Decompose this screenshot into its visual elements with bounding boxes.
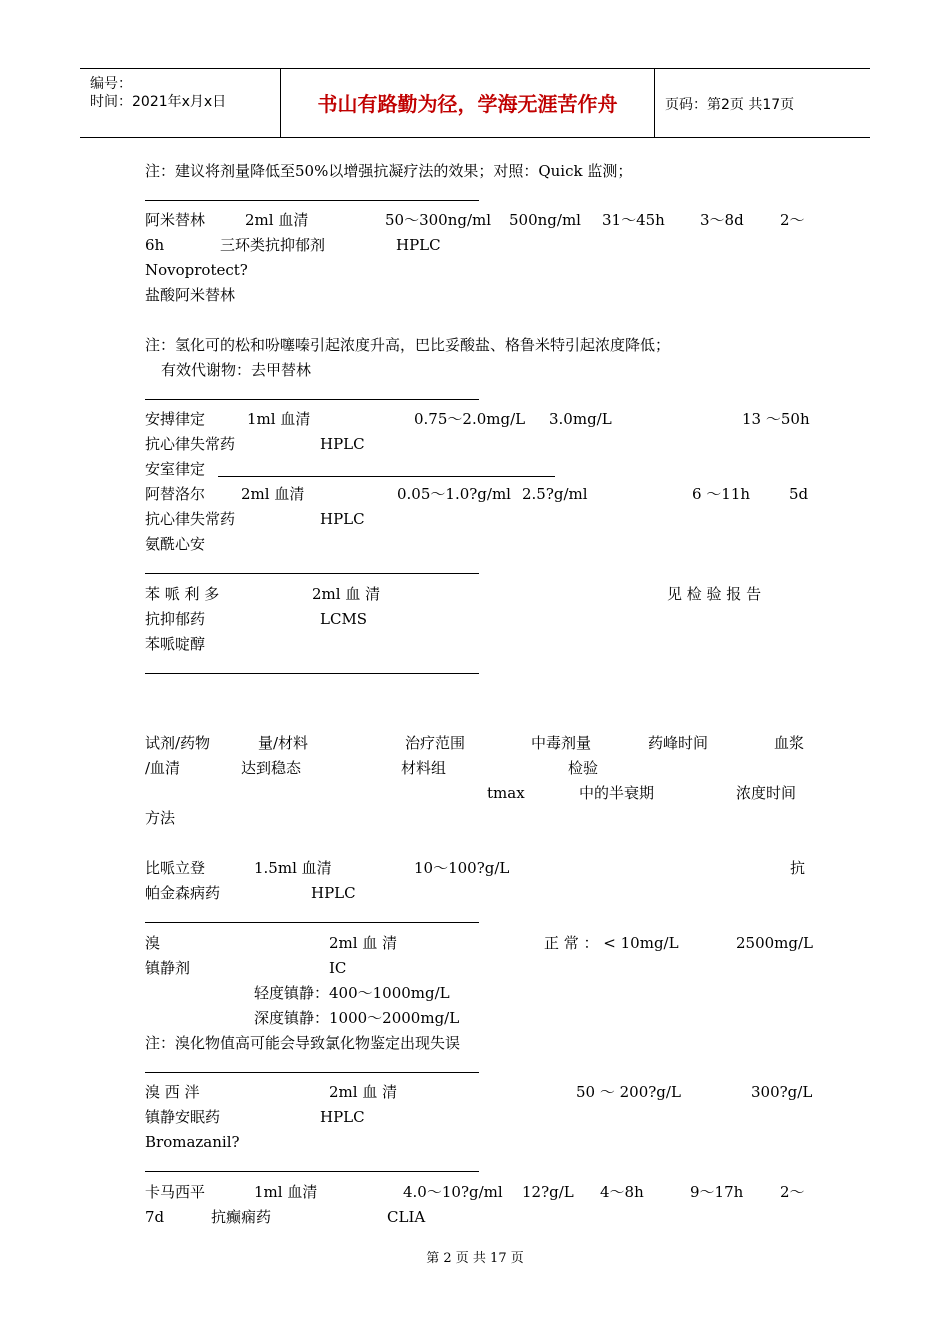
drug-group: 抗心律失常药 xyxy=(145,510,236,528)
material: 1ml 血清 xyxy=(247,410,311,428)
drug-group: 镇静安眠药 xyxy=(145,1108,221,1126)
divider xyxy=(145,200,479,201)
material: 1ml 血清 xyxy=(254,1183,318,1201)
range-detail: 轻度镇静：400～1000mg/L xyxy=(254,984,450,1002)
drug-group: 三环类抗抑郁剂 xyxy=(220,236,326,254)
drug-group: 抗癫痫药 xyxy=(211,1208,272,1226)
method: HPLC xyxy=(320,1108,365,1126)
note-metabolite: 有效代谢物：去甲替林 xyxy=(161,361,312,379)
drug-name: 阿米替林 xyxy=(145,211,206,229)
col-header: 中毒剂量 xyxy=(531,734,592,752)
page-footer: 第 2 页 共 17 页 xyxy=(426,1251,524,1266)
note-warfarin: 注：建议将剂量降低至50%以增强抗凝疗法的效果；对照：Quick 监测； xyxy=(145,162,633,180)
synonym: 苯哌啶醇 xyxy=(145,635,206,653)
tmax: 2～ xyxy=(780,211,805,229)
steady-state-cont: 7d xyxy=(145,1208,165,1226)
divider xyxy=(145,1072,479,1073)
material: 1.5ml 血清 xyxy=(254,859,332,877)
drug-name: 溴 西 泮 xyxy=(145,1083,200,1101)
col-header: /血清 xyxy=(145,759,181,777)
note-bromide: 注：溴化物值高可能会导致氯化物鉴定出现失误 xyxy=(145,1034,461,1052)
drug-group: 抗心律失常药 xyxy=(145,435,236,453)
steady-state: 5d xyxy=(789,485,809,503)
col-header: 达到稳态 xyxy=(241,759,302,777)
therapeutic-range: 4.0～10?g/ml xyxy=(403,1183,503,1201)
toxic-dose: 300?g/L xyxy=(751,1083,813,1101)
drug-group-start: 抗 xyxy=(790,859,806,877)
toxic-dose: 3.0mg/L xyxy=(549,410,612,428)
col-header: 检验 xyxy=(568,759,599,777)
tmax: 4～8h xyxy=(600,1183,644,1201)
material: 2ml 血 清 xyxy=(329,1083,398,1101)
time-label: 时间：2021年x月x日 xyxy=(90,94,227,110)
method: HPLC xyxy=(311,884,356,902)
half-life: 31～45h xyxy=(602,211,665,229)
therapeutic-range: 50～300ng/ml xyxy=(385,211,492,229)
material: 2ml 血 清 xyxy=(312,585,381,603)
trade-name: Bromazanil? xyxy=(145,1133,240,1151)
drug-name: 安搏律定 xyxy=(145,410,206,428)
col-header: 方法 xyxy=(145,809,176,827)
toxic-dose: 500ng/ml xyxy=(509,211,581,229)
method: HPLC xyxy=(320,435,365,453)
drug-name: 溴 xyxy=(145,934,161,952)
therapeutic-range: 50 ～ 200?g/L xyxy=(576,1083,681,1101)
method: IC xyxy=(329,959,347,977)
method: LCMS xyxy=(320,610,368,628)
method: HPLC xyxy=(396,236,441,254)
steady-state: 3～8d xyxy=(700,211,744,229)
divider xyxy=(145,922,479,923)
divider xyxy=(218,476,555,477)
material: 2ml 血清 xyxy=(245,211,309,229)
col-header: 试剂/药物 xyxy=(145,734,211,752)
toxic-dose: 12?g/L xyxy=(522,1183,574,1201)
material: 2ml 血 清 xyxy=(329,934,398,952)
col-header: 中的半衰期 xyxy=(579,784,655,802)
page-info: 页码：第2页 共17页 xyxy=(665,97,795,113)
synonym: 盐酸阿米替林 xyxy=(145,286,236,304)
drug-name: 卡马西平 xyxy=(145,1183,206,1201)
synonym: 氨酰心安 xyxy=(145,535,206,553)
material: 2ml 血清 xyxy=(241,485,305,503)
divider xyxy=(145,399,479,400)
drug-group: 帕金森病药 xyxy=(145,884,221,902)
drug-name: 比哌立登 xyxy=(145,859,206,877)
header-motto: 书山有路勤为径，学海无涯苦作舟 xyxy=(317,92,618,116)
note-amitriptyline: 注：氢化可的松和吩噻嗪引起浓度升高，巴比妥酸盐、格鲁米特引起浓度降低； xyxy=(145,336,671,354)
steady-state: 2～ xyxy=(780,1183,805,1201)
header-left-cell xyxy=(80,69,281,137)
header-right-cell xyxy=(654,69,871,137)
page-header xyxy=(80,68,870,138)
drug-name: 阿替洛尔 xyxy=(145,485,206,503)
method: HPLC xyxy=(320,510,365,528)
col-header: 浓度时间 xyxy=(736,784,797,802)
tmax-cont: 6h xyxy=(145,236,165,254)
therapeutic-range: 10～100?g/L xyxy=(414,859,510,877)
drug-group: 抗抑郁药 xyxy=(145,610,206,628)
col-header: 血浆 xyxy=(774,734,805,752)
drug-group: 镇静剂 xyxy=(145,959,191,977)
method: CLIA xyxy=(387,1208,426,1226)
trade-name: Novoprotect? xyxy=(145,261,248,279)
col-header: 量/材料 xyxy=(258,734,309,752)
number-label: 编号： xyxy=(90,76,132,92)
range-detail: 深度镇静：1000～2000mg/L xyxy=(254,1009,460,1027)
divider xyxy=(145,573,479,574)
col-header: 药峰时间 xyxy=(648,734,709,752)
drug-name: 苯 哌 利 多 xyxy=(145,585,220,603)
toxic-dose: 2500mg/L xyxy=(736,934,814,952)
see-report: 见 检 验 报 告 xyxy=(667,585,762,603)
half-life: 13 ～50h xyxy=(742,410,810,428)
col-header: tmax xyxy=(487,784,525,802)
col-header: 材料组 xyxy=(401,759,447,777)
col-header: 治疗范围 xyxy=(405,734,466,752)
half-life: 6 ～11h xyxy=(692,485,751,503)
therapeutic-range: 0.75～2.0mg/L xyxy=(414,410,526,428)
therapeutic-range: 0.05～1.0?g/ml xyxy=(397,485,511,503)
toxic-dose: 2.5?g/ml xyxy=(522,485,588,503)
divider xyxy=(145,673,479,674)
half-life: 9～17h xyxy=(690,1183,744,1201)
synonym: 安室律定 xyxy=(145,460,206,478)
divider xyxy=(145,1171,479,1172)
therapeutic-range: 正 常 ： < 10mg/L xyxy=(544,934,679,952)
